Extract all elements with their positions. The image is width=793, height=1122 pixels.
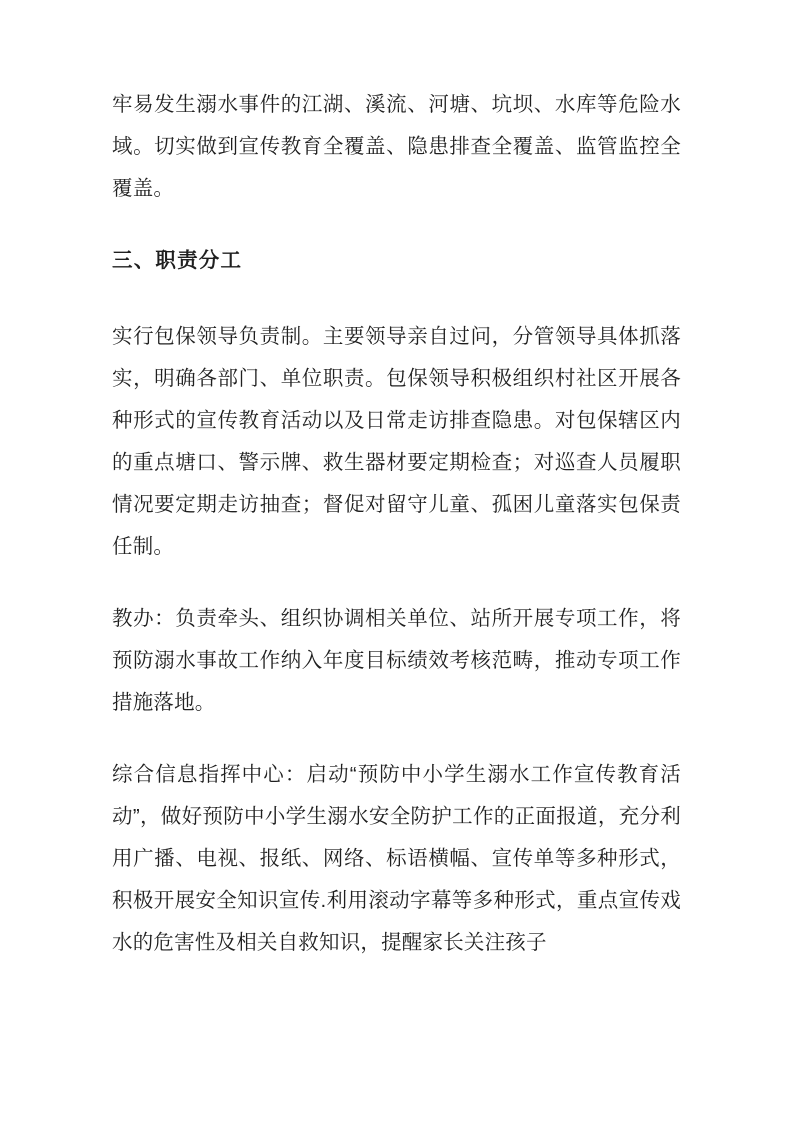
paragraph-2: 实行包保领导负责制。主要领导亲自过问，分管领导具体抓落实，明确各部门、单位职责。包保领导积极组织村社区开展各种形式的宣传教育活动以及日常走访排查隐患。对包保辖区内的重点塘口、警示牌、救生器材要定期检查；对巡查人员履职情况要定期走访抽查；督促对留守儿童、孤困儿童落实包保责任制。 — [112, 325, 681, 558]
paragraph-1: 牢易发生溺水事件的江湖、溪流、河塘、坑坝、水库等危险水域。切实做到宣传教育全覆盖、隐患排查全覆盖、监管监控全覆盖。 — [112, 93, 681, 200]
paragraph-4: 综合信息指挥中心：启动“预防中小学生溺水工作宣传教育活动”，做好预防中小学生溺水安全防护工作的正面报道，充分利用广播、电视、报纸、网络、标语横幅、宣传单等多种形式，积极开展安全知识宣传.利用滚动字幕等多种形式，重点宣传戏水的危害性及相关自救知识，提醒家长关注孩子 — [112, 763, 681, 954]
document-body — [112, 84, 681, 964]
section-heading-three: 三、职责分工 — [112, 249, 243, 272]
paragraph-3: 教办：负责牵头、组织协调相关单位、站所开展专项工作，将预防溺水事故工作纳入年度目标绩效考核范畴，推动专项工作措施落地。 — [112, 607, 681, 714]
